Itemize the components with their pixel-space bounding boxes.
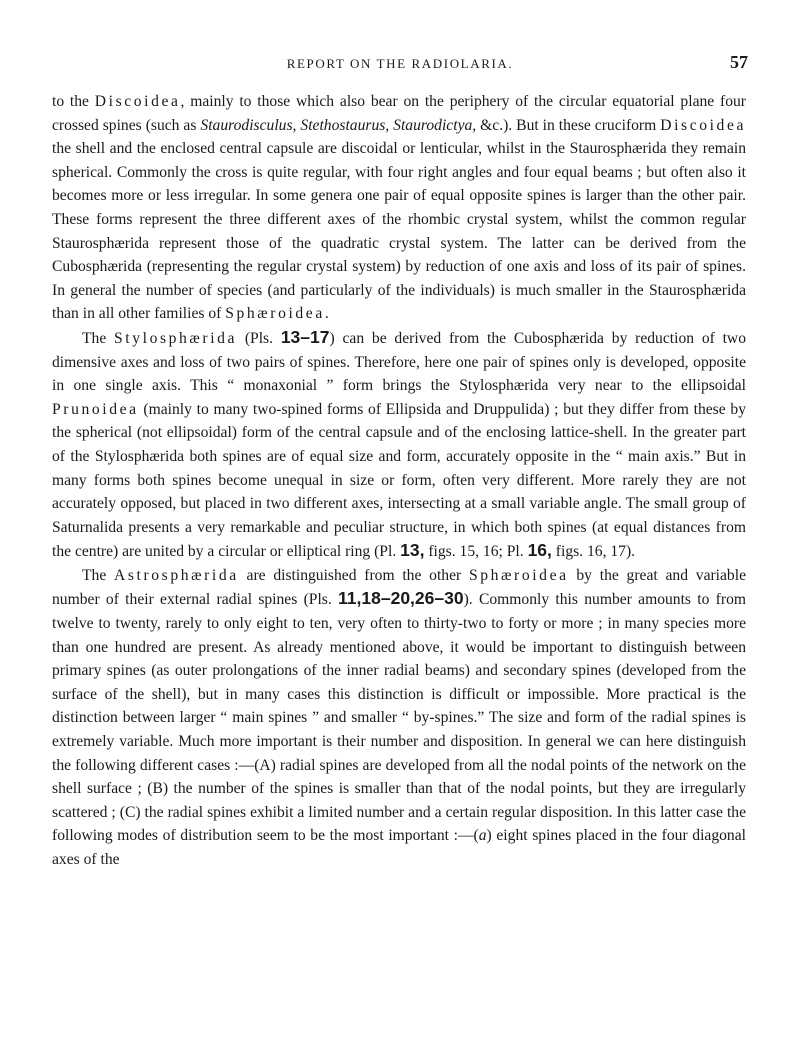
plate-reference: 16,: [527, 540, 552, 561]
spaced-term: Discoidea: [660, 116, 746, 134]
spaced-term: Prunoidea: [52, 400, 139, 418]
running-title: REPORT ON THE RADIOLARIA.: [286, 56, 514, 71]
text-segment: (mainly to many two-spined forms of Ellipsida and Druppulida) ; but they differ from these by the spherical (not ellipsoidal) form of the central capsule and of the enclosing lattice-shell. In the greater part of the Stylosphærida both spines are of equal size and form, accurately opposite in the “ main axis.” But in many forms both spines become unequal in size or form, often very different. More rarely they are not accurately opposed, but placed in two different axes, intersecting at a small variable angle. The small group of Saturnalida presents a very remarkable and peculiar structure, in which both spines (at equal distances from the centre) are united by a circular or elliptical ring (Pl.: [52, 400, 746, 561]
plate-reference: 13–17: [280, 326, 330, 347]
text-segment: figs. 15, 16; Pl.: [424, 543, 528, 561]
spaced-term: Discoidea: [94, 93, 181, 110]
spaced-term: Sphæroidea: [468, 566, 569, 584]
text-segment: ) eight spines placed in the four diagonal axes of the: [52, 827, 746, 868]
paragraph-staurosphaerida: [52, 90, 746, 326]
paragraph-stylosphaerida: [52, 326, 746, 564]
text-segment: ) can be derived from the Cubosphærida by reduction of two dimensive axes and loss of two pairs of spines. Therefore, here one pair of spines only is developed, opposite in one single axis. This “ monaxonial ” form brings the Stylosphærida very near to the ellipsoidal: [52, 329, 746, 395]
text-segment: the shell and the enclosed central capsule are discoidal or lenticular, whilst in the Staurosphærida they remain spherical. Commonly the cross is quite regular, with four right angles and four equal beams ; but often also it becomes more or less irregular. In some genera one pair of equal opposite spines is larger than the other pair. These forms represent the three different axes of the rhombic crystal system, whilst the common regular Staurosphærida represent those of the quadratic crystal system. The latter can be derived from the Cubosphærida (representing the regular crystal system) by reduction of one axis and loss of its pair of spines. In general the number of species (and particularly of the individuals) is much smaller in the Staurosphærida than in all other families of: [52, 140, 746, 323]
paragraph-astrosphaerida: [52, 564, 746, 872]
page-header: [52, 52, 748, 82]
plate-reference: 11,18–20,26–30: [338, 588, 464, 609]
page-number: 57: [730, 52, 748, 72]
spaced-term: Astrosphærida: [114, 566, 239, 584]
text-segment: to the: [52, 93, 95, 110]
italic-text: Staurodisculus, Stethostaurus, Staurodictya,: [200, 116, 477, 134]
text-segment: The: [82, 566, 115, 584]
spaced-term: Sphæroidea: [225, 305, 325, 323]
text-segment: figs. 16, 17).: [551, 543, 636, 561]
text-segment: The: [82, 329, 115, 347]
text-segment: .: [324, 305, 329, 323]
spaced-term: Stylosphærida: [114, 329, 238, 347]
text-segment: are distinguished from the other: [238, 566, 469, 584]
text-segment: ). Commonly this number amounts to from twelve to twenty, rarely to only eight to ten, very often to thirty-two to forty or more ; in many species more than one hundred are present. As already mentioned above, it would be important to distinguish between primary spines (as outer prolongations of the inner radial beams) and secondary spines (developed from the surface of the shell), but in many cases this distinction is difficult or impossible. More practical is the distinction between larger “ main spines ” and smaller “ by-spines.” The size and form of the radial spines is extremely variable. Much more important is their number and disposition. In general we can here distinguish the following different cases :—(A) radial spines are developed from all the nodal points of the network on the shell surface ; (B) the number of the spines is smaller than that of the nodal points, but they are irregularly scattered ; (C) the radial spines exhibit a limited number and a certain regular disposition. In this latter case the following modes of distribution seem to be the most important :—(: [52, 591, 746, 845]
plate-reference: 13,: [400, 540, 425, 561]
text-segment: &c.). But in these cruciform: [476, 116, 661, 134]
body-text: [52, 90, 746, 872]
italic-text: a: [478, 827, 487, 845]
text-segment: , mainly to those which also bear on the periphery of the circular equatorial plane four crossed spines (such as: [52, 93, 746, 134]
text-segment: (Pls.: [237, 329, 281, 347]
text-segment: by the great and variable number of their external radial spines (Pls.: [52, 566, 746, 609]
